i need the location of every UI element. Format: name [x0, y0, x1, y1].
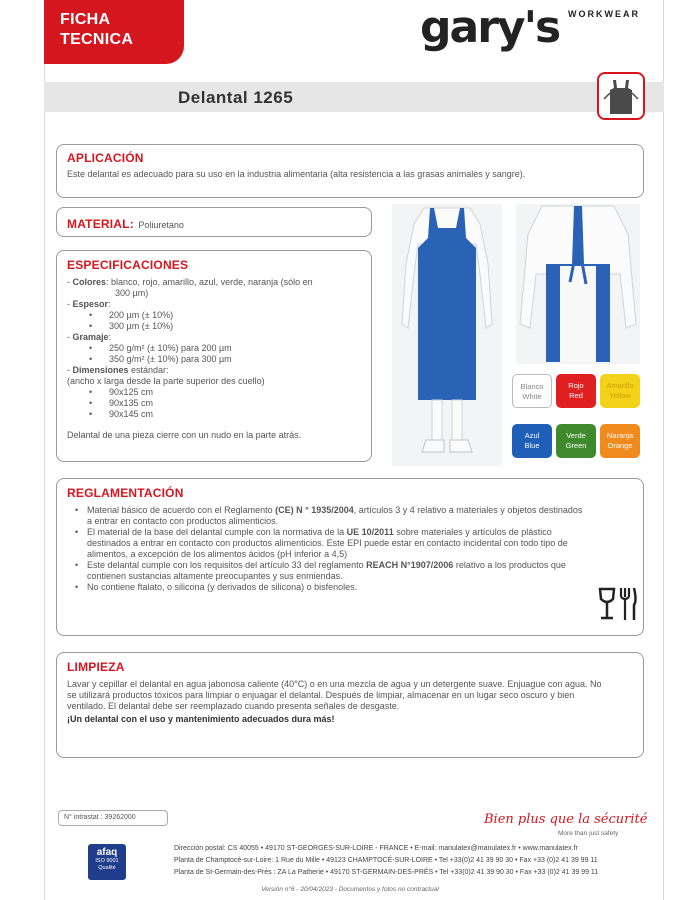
especificaciones-section: [56, 250, 372, 462]
address-st-germain: Planta de St-Germain-des-Prés : ZA La Patherie • 49170 ST-GERMAIN-DES-PRÉS • Tel +33(0)2 41 39 90 30 • Fax +33 (0)2 41 39 99 11: [174, 869, 599, 876]
dimensiones-item: • 90x125 cm: [67, 387, 361, 398]
apron-photo-front: [392, 204, 502, 466]
color-swatch-green: Verde Green: [556, 424, 596, 458]
version-note: Versión n°6 - 20/04/2023 - Documentos y fotos no contractual: [261, 886, 439, 893]
colores-label: Colores: [72, 277, 107, 287]
title-band: [44, 82, 664, 112]
brand-sub: WORKWEAR: [568, 9, 640, 19]
espesor-item: • 200 µm (± 10%): [67, 310, 361, 321]
limpieza-text: Lavar y cepillar el delantal en agua jabonosa caliente (40°C) o en una mezcla de agua y un detergente suave. Enjuague con agua. No se utilizará productos tóxicos para limpiar o enjuagar el delantal. Después de limpiar, almacenar en un lugar seco oscuro y bien ventilado. El delantal debe ser reemplazado cuando presenta señales de desgaste.: [67, 679, 602, 711]
dimensiones-item: • 90x145 cm: [67, 409, 361, 420]
dimensiones-row: - Dimensiones estándar:: [67, 365, 169, 375]
aplicacion-text: Este delantal es adecuado para su uso en la industria alimentaria (alta resistencia a las grasas animales y sangre).: [67, 169, 526, 179]
espesor-row: - Espesor:: [67, 299, 111, 309]
especificaciones-closing: Delantal de una pieza cierre con un nudo en la parte atrás.: [67, 430, 302, 440]
afaq-logo: afaq ISO 9001 Qualité: [88, 844, 126, 880]
dimensiones-label: Dimensiones: [72, 365, 129, 375]
reglamentacion-section: [56, 478, 644, 636]
material-section: [56, 207, 372, 237]
food-contact-icon: [597, 585, 637, 628]
especificaciones-title: ESPECIFICACIONES: [67, 258, 189, 272]
color-swatch-orange: Naranja Orange: [600, 424, 640, 458]
color-swatch-red: Rojo Red: [556, 374, 596, 408]
material-title: MATERIAL:: [67, 217, 134, 231]
espesor-item: • 300 µm (± 10%): [67, 321, 361, 332]
limpieza-bold: ¡Un delantal con el uso y mantenimiento adecuados dura más!: [67, 714, 335, 724]
product-title: Delantal 1265: [178, 88, 294, 107]
slogan: Bien plus que la sécurité: [484, 812, 648, 827]
limpieza-section: [56, 652, 644, 758]
apron-icon: [597, 72, 645, 120]
brand-name: gary's: [420, 2, 560, 53]
color-swatch-white: Blanco White: [512, 374, 552, 408]
regl-item-1: • Material básico de acuerdo con el Reglamento (CE) N ° 1935/2004, artículos 3 y 4 relativo a materiales y objetos destinados a entrar en contacto con productos alimenticios.: [67, 505, 587, 527]
dimensiones-item: • 90x135 cm: [67, 398, 361, 409]
gramaje-item: • 350 g/m² (± 10%) para 300 µm: [67, 354, 361, 365]
dimensiones-value: estándar:: [128, 365, 169, 375]
limpieza-title: LIMPIEZA: [67, 660, 125, 674]
colores-row: - Colores: blanco, rojo, amarillo, azul, verde, naranja (sólo en: [67, 277, 313, 287]
gramaje-label: Gramaje: [72, 332, 109, 342]
address-postal: Dirección postal: CS 40055 • 49170 ST-GEORGES-SUR-LOIRE - FRANCE • E-mail: manulatex@manulatex.fr • www.manulatex.fr: [174, 845, 578, 852]
gramaje-item: • 250 g/m² (± 10%) para 200 µm: [67, 343, 361, 354]
regl-item-4: • No contiene ftalato, o silicona (y derivados de silicona) o bisfenoles.: [67, 582, 587, 593]
aplicacion-section: [56, 144, 644, 198]
regl-item-2: • El material de la base del delantal cumple con la normativa de la UE 10/2011 sobre materiales y artículos de plástico destinados a entrar en contacto con productos alimenticios. Este EPI puede estar en contacto incidental con todo tipo de alimentos, a excepción de los alimentos ácidos (pH inferior a 4,5): [67, 527, 587, 560]
material-value: Poliuretano: [138, 220, 184, 230]
colores-value: : blanco, rojo, amarillo, azul, verde, naranja (sólo en: [106, 277, 313, 287]
address-champtoce: Planta de Champtocé-sur-Loire: 1 Rue du Mille • 49123 CHAMPTOCÉ-SUR-LOIRE • Tel +33(0)2 41 39 90 30 • Fax +33 (0)2 41 39 99 11: [174, 857, 598, 864]
ficha-line2: TECNICA: [60, 31, 134, 48]
ficha-line1: FICHA: [60, 11, 111, 28]
aplicacion-title: APLICACIÓN: [67, 151, 144, 165]
color-swatch-yellow: Amarillo Yellow: [600, 374, 640, 408]
dimensiones-note: (ancho x larga desde la parte superior des cuello): [67, 376, 265, 386]
reglamentacion-title: REGLAMENTACIÓN: [67, 486, 184, 500]
colores-value2: 300 µm): [115, 288, 149, 298]
ficha-tecnica-tab: [44, 0, 184, 64]
gramaje-row: - Gramaje:: [67, 332, 112, 342]
regl-item-3: • Este delantal cumple con los requisitos del artículo 33 del reglamento REACH N°1907/2006 relativo a los productos que contienen sustancias altamente preocupantes y sus enmiendas.: [67, 560, 587, 582]
intrastat-box: N° intrastat : 39262000: [58, 810, 168, 826]
color-swatch-blue: Azul Blue: [512, 424, 552, 458]
slogan-sub: More than just safety: [558, 830, 619, 837]
espesor-label: Espesor: [72, 299, 109, 309]
apron-photo-back: [516, 204, 640, 364]
